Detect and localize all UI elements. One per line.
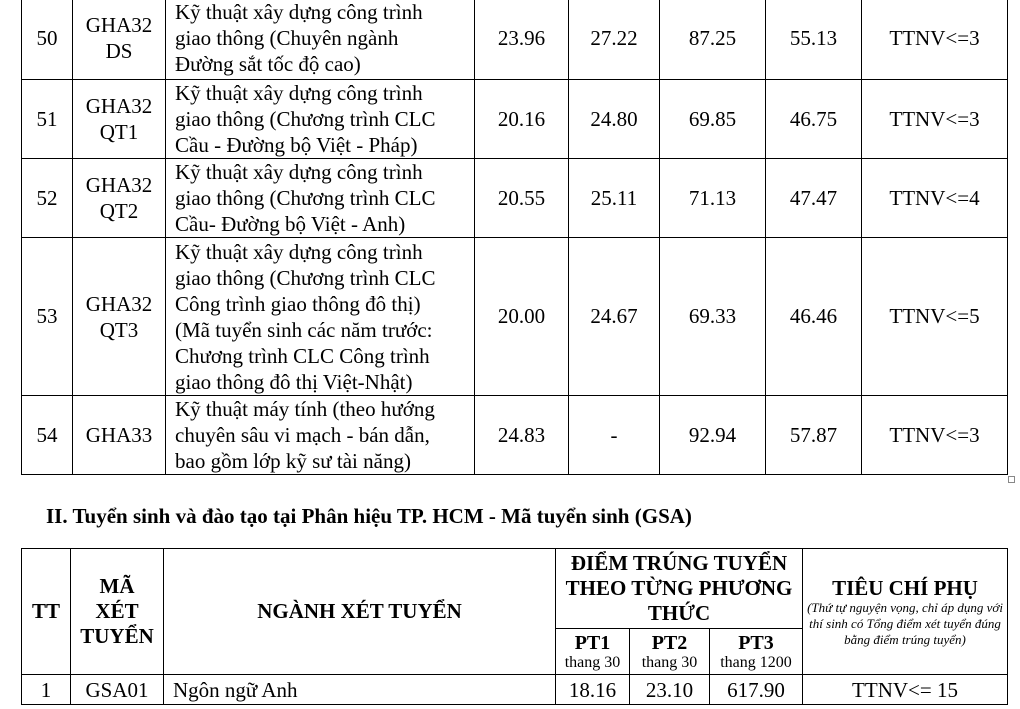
row-number: 51 bbox=[22, 80, 73, 159]
row-number: 54 bbox=[22, 396, 73, 475]
score-method-1: 20.55 bbox=[475, 159, 569, 238]
header-score-by-method bbox=[556, 549, 803, 629]
header-code-line: MÃ bbox=[99, 574, 135, 598]
admission-table-section-2 bbox=[21, 548, 1008, 705]
score-method-4: 46.75 bbox=[766, 80, 862, 159]
score-method-4: 46.46 bbox=[766, 238, 862, 396]
secondary-criteria: TTNV<=3 bbox=[862, 396, 1008, 475]
secondary-criteria: TTNV<=3 bbox=[862, 0, 1008, 80]
score-method-1: 24.83 bbox=[475, 396, 569, 475]
resize-handle[interactable] bbox=[1008, 476, 1015, 483]
score-method-1: 18.16 bbox=[556, 675, 630, 705]
header-secondary-criteria bbox=[803, 549, 1008, 675]
secondary-criteria: TTNV<= 15 bbox=[803, 675, 1008, 705]
major-name: Kỹ thuật xây dựng công trình giao thông (Chuyên ngành Đường sắt tốc độ cao) bbox=[166, 0, 475, 80]
row-number: 52 bbox=[22, 159, 73, 238]
row-number: 50 bbox=[22, 0, 73, 80]
method-label: PT3 bbox=[738, 631, 774, 654]
score-method-4: 55.13 bbox=[766, 0, 862, 80]
table-row bbox=[22, 396, 1008, 475]
score-method-3: 69.33 bbox=[660, 238, 766, 396]
score-method-2: 23.10 bbox=[630, 675, 710, 705]
row-number: 53 bbox=[22, 238, 73, 396]
row-number: 1 bbox=[22, 675, 71, 705]
table-row bbox=[22, 80, 1008, 159]
admission-code: GSA01 bbox=[71, 675, 164, 705]
header-score-line: THỨC bbox=[647, 601, 711, 625]
score-method-3: 92.94 bbox=[660, 396, 766, 475]
header-code-line: XÉT bbox=[95, 599, 139, 623]
admission-code: GHA32 QT1 bbox=[73, 80, 166, 159]
admission-code: GHA32 QT3 bbox=[73, 238, 166, 396]
score-method-1: 23.96 bbox=[475, 0, 569, 80]
table-row bbox=[22, 238, 1008, 396]
score-method-2: 27.22 bbox=[569, 0, 660, 80]
major-name: Ngôn ngữ Anh bbox=[164, 675, 556, 705]
score-method-3: 617.90 bbox=[710, 675, 803, 705]
score-method-2: 24.67 bbox=[569, 238, 660, 396]
method-scale: thang 30 bbox=[641, 653, 698, 671]
score-method-4: 47.47 bbox=[766, 159, 862, 238]
secondary-criteria: TTNV<=5 bbox=[862, 238, 1008, 396]
section-title: II. Tuyển sinh và đào tạo tại Phân hiệu TP. HCM - Mã tuyển sinh (GSA) bbox=[46, 504, 692, 528]
header-pt1 bbox=[556, 629, 630, 675]
method-scale: thang 30 bbox=[564, 653, 621, 671]
major-name: Kỹ thuật xây dựng công trình giao thông (Chương trình CLC Cầu- Đường bộ Việt - Anh) bbox=[166, 159, 475, 238]
method-label: PT1 bbox=[574, 631, 611, 654]
admission-code: GHA33 bbox=[73, 396, 166, 475]
score-method-2: - bbox=[569, 396, 660, 475]
table-row bbox=[22, 675, 1008, 705]
major-name: Kỹ thuật xây dựng công trình giao thông (Chương trình CLC Cầu - Đường bộ Việt - Pháp) bbox=[166, 80, 475, 159]
criteria-title: TIÊU CHÍ PHỤ bbox=[832, 575, 978, 600]
header-score-line: ĐIỂM TRÚNG TUYỂN bbox=[570, 551, 788, 575]
major-name: Kỹ thuật máy tính (theo hướng chuyên sâu vi mạch - bán dẫn, bao gồm lớp kỹ sư tài năng) bbox=[166, 396, 475, 475]
header-admission-code bbox=[71, 549, 164, 675]
score-method-2: 25.11 bbox=[569, 159, 660, 238]
score-method-4: 57.87 bbox=[766, 396, 862, 475]
header-tt: TT bbox=[22, 549, 71, 675]
header-major: NGÀNH XÉT TUYỂN bbox=[164, 549, 556, 675]
method-label: PT2 bbox=[651, 631, 688, 654]
major-name: Kỹ thuật xây dựng công trình giao thông (Chương trình CLC Công trình giao thông đô thị) (Mã tuyển sinh các năm trước: Chương trình CLC Công trình giao thông đô thị Việt-Nhật) bbox=[166, 238, 475, 396]
header-pt3 bbox=[710, 629, 803, 675]
score-method-1: 20.16 bbox=[475, 80, 569, 159]
score-method-3: 69.85 bbox=[660, 80, 766, 159]
table-row bbox=[22, 0, 1008, 80]
header-score-line: THEO TỪNG PHƯƠNG bbox=[565, 576, 793, 600]
score-method-2: 24.80 bbox=[569, 80, 660, 159]
score-method-3: 71.13 bbox=[660, 159, 766, 238]
method-scale: thang 1200 bbox=[720, 653, 792, 671]
table-row bbox=[22, 159, 1008, 238]
admission-code: GHA32 DS bbox=[73, 0, 166, 80]
admission-table-section-1 bbox=[21, 0, 1008, 475]
score-method-1: 20.00 bbox=[475, 238, 569, 396]
score-method-3: 87.25 bbox=[660, 0, 766, 80]
header-row bbox=[22, 549, 1008, 629]
secondary-criteria: TTNV<=4 bbox=[862, 159, 1008, 238]
header-pt2 bbox=[630, 629, 710, 675]
criteria-note: (Thứ tự nguyện vọng, chỉ áp dụng với thí sinh có Tổng điểm xét tuyển đúng bằng điểm trúng tuyển) bbox=[807, 599, 1003, 647]
secondary-criteria: TTNV<=3 bbox=[862, 80, 1008, 159]
admission-code: GHA32 QT2 bbox=[73, 159, 166, 238]
header-code-line: TUYỂN bbox=[80, 624, 154, 648]
